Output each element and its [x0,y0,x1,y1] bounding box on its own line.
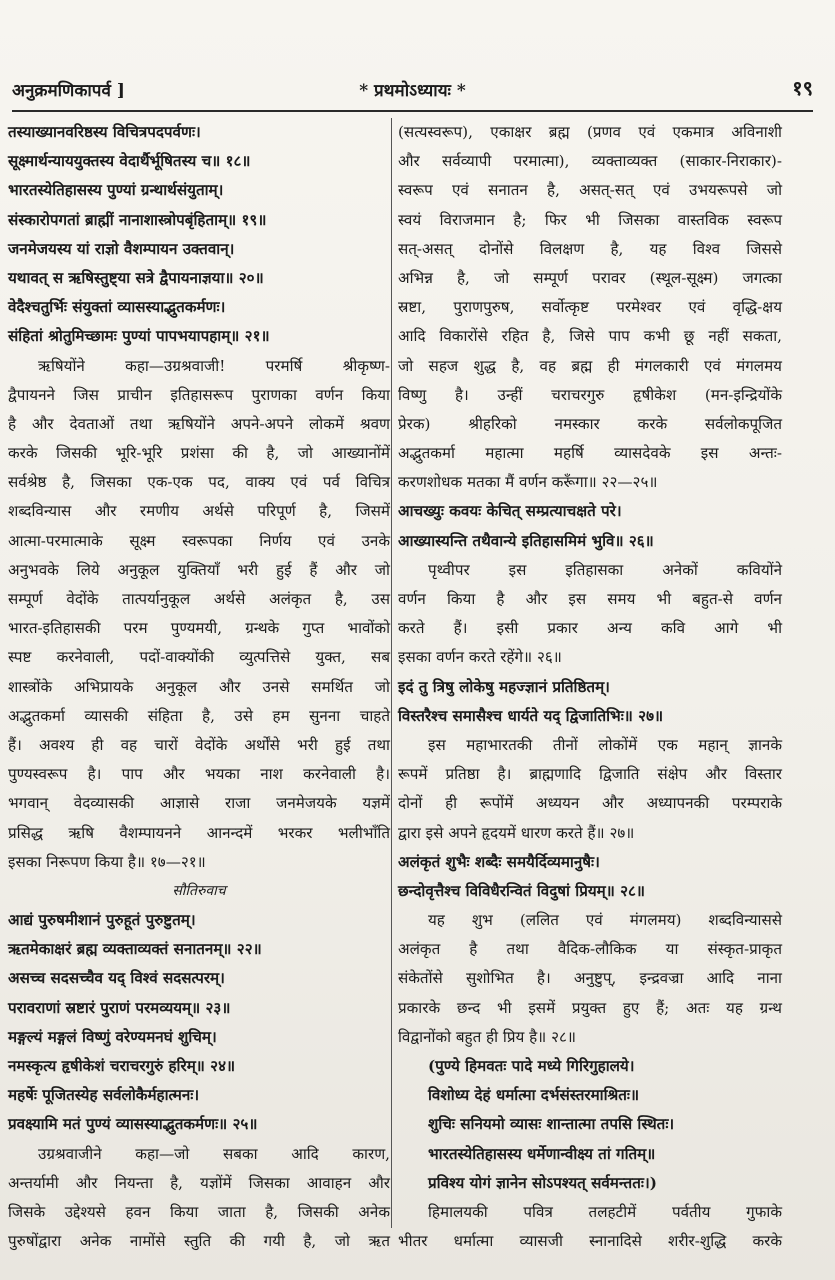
verse-line: तस्याख्यानवरिष्ठस्य विचित्रपदपर्वणः। [8,123,201,141]
text-line: शब्दविन्यास और रमणीय अर्थसे परिपूर्ण है, जिसमें [8,502,390,521]
verse-line: इदं तु त्रिषु लोकेषु महज्ज्ञानं प्रतिष्ठितम्। [398,677,610,696]
text-line: स्पष्ट करनेवाली, पदों-वाक्योंकी व्युत्पत्तिसे युक्त, सब [8,648,390,667]
text-line: दोनों ही रूपोंमें अध्ययन और अध्यापनकी परम्पराके [398,794,782,813]
text-line: अन्तर्यामी और नियन्ता है, यज्ञोंमें जिसका आवाहन और [8,1173,390,1192]
verse-line: प्रविश्य योगं ज्ञानेन सोऽपश्यत् सर्वमन्ततः।) [428,1173,657,1192]
verse-line: नमस्कृत्य हृषीकेशं चराचरगुरुं हरिम्॥ २४॥ [8,1057,236,1075]
verse-line: विशोध्य देहं धर्मात्मा दर्भसंस्तरमाश्रितः॥ [428,1086,640,1105]
text-line: विद्वानोंको बहुत ही प्रिय है॥ २८॥ [398,1027,576,1046]
text-line: सत्-असत् दोनोंसे विलक्षण है, यह विश्व जिससे [398,239,782,258]
right-column [398,118,782,1251]
chapter-title: * प्रथमोऽध्यायः * [359,81,466,101]
text-line: आदि विकारोंसे रहित है, जिसे पाप कभी छू नहीं सकता, [398,327,782,346]
text-line: भगवान् वेदव्यासकी आज्ञासे राजा जनमेजयके यज्ञमें [8,794,390,813]
left-column [8,118,390,1251]
verse-line: भारतस्येतिहासस्य धर्मेणान्वीक्ष्य तां गतिम्॥ [428,1144,656,1163]
text-line: (सत्यस्वरूप), एकाक्षर ब्रह्म (प्रणव एवं एकमात्र अविनाशी [398,123,782,141]
text-line: हैं। अवश्य ही वह चारों वेदोंके अर्थोंसे भरी हुई तथा [8,735,390,754]
verse-line: छन्दोवृत्तैश्च विविधैरन्वितं विदुषां प्रियम्॥ २८॥ [398,881,646,900]
text-line: यह शुभ (ललित एवं मंगलमय) शब्दविन्याससे [428,911,782,930]
text-line: विष्णु है। उन्हीं चराचरगुरु हृषीकेश (मन-इन्द्रियोंके [398,385,782,404]
text-line: प्रेरक) श्रीहरिको नमस्कार करके सर्वलोकपूजित [398,414,782,433]
verse-line: आख्यास्यन्ति तथैवान्ये इतिहासमिमं भुवि॥ २६॥ [398,531,654,550]
page-header [12,70,813,112]
verse-line: भारतस्येतिहासस्य पुण्यां ग्रन्थार्थसंयुताम्। [8,181,224,200]
verse-line: संस्कारोपगतां ब्राह्मीं नानाशास्त्रोपबृंहिताम्॥ १९॥ [8,210,267,229]
verse-line: असच्च सदसच्चैव यद् विश्वं सदसत्परम्। [8,969,225,988]
text-line: पुरुषोंद्वारा अनेक नामोंसे स्तुति की गयी है, जो ऋत [8,1232,390,1251]
verse-line: मङ्गल्यं मङ्गलं विष्णुं वरेण्यमनघं शुचिम्। [8,1027,217,1046]
speaker-heading: सौतिरुवाच [172,882,226,899]
text-line: हिमालयकी पवित्र तलहटीमें पर्वतीय गुफाके [428,1202,782,1221]
text-line: सर्वश्रेष्ठ है, जिसका एक-एक पद, वाक्य एवं पर्व विचित्र [8,473,390,492]
text-line: अलंकृत है तथा वैदिक-लौकिक या संस्कृत-प्राकृत [398,940,782,959]
text-line: अभिन्न है, जो सम्पूर्ण परावर (स्थूल-सूक्ष्म) जगत्का [398,268,782,287]
verse-line: सूक्ष्मार्थन्याययुक्तस्य वेदार्थैर्भूषितस्य च॥ १८॥ [8,152,251,171]
verse-line: परावराणां स्रष्टारं पुराणं परमव्ययम्॥ २३॥ [8,998,231,1017]
verse-line: आचख्युः कवयः केचित् सम्प्रत्याचक्षते परे। [398,502,622,521]
verse-line: वेदैश्चतुर्भिः संयुक्तां व्यासस्याद्भुतकर्मणः। [8,298,226,317]
text-line: वर्णन किया है और इस समय भी बहुत-से वर्णन [398,590,782,608]
text-line: स्वरूप एवं सनातन है, असत्-सत् एवं उभयरूपसे जो [398,181,782,200]
page-number: १९ [792,76,813,100]
text-line: भारत-इतिहासकी परम पुण्यमयी, ग्रन्थके गुप्त भावोंको [8,619,390,638]
verse-line: ऋतमेकाक्षरं ब्रह्म व्यक्ताव्यक्तं सनातनम्॥ २२॥ [8,940,262,959]
verse-line: जनमेजयस्य यां राज्ञो वैशम्पायन उक्तवान्। [8,239,235,258]
text-line: अद्भुतकर्मा व्यासकी संहिता है, उसे हम सुनना चाहते [8,706,390,725]
column-divider [391,118,392,1228]
text-line: करके जिसकी भूरि-भूरि प्रशंसा की है, जो आख्यानोंमें [8,444,390,463]
text-line: शास्त्रोंके अभिप्रायके अनुकूल और उनसे समर्थित जो [8,677,390,696]
text-line: आत्मा-परमात्माके सूक्ष्म स्वरूपका निर्णय एवं उनके [8,531,390,550]
verse-line: आद्यं पुरुषमीशानं पुरुहूतं पुरुष्टुतम्। [8,911,196,930]
verse-line: (पुण्ये हिमवतः पादे मध्ये गिरिगुहालये। [428,1057,635,1075]
text-line: भीतर धर्मात्मा व्यासजी स्नानादिसे शरीर-शुद्धि करके [398,1232,782,1251]
verse-line: संहितां श्रोतुमिच्छामः पुण्यां पापभयापहाम्॥ २१॥ [8,327,270,346]
text-line: है और देवताओं तथा ऋषियोंने अपने-अपने लोकमें श्रवण [8,414,390,433]
text-line: करणशोधक मतका मैं वर्णन करूँगा॥ २२—२५॥ [398,473,658,492]
text-line: ऋषियोंने कहा—उग्रश्रवाजी! परमर्षि श्रीकृष्ण- [38,356,390,375]
text-line: उग्रश्रवाजीने कहा—जो सबका आदि कारण, [38,1144,390,1163]
verse-line: यथावत् स ऋषिस्तुष्ट्या सत्रे द्वैपायनाज्ञया॥ २०॥ [8,268,264,287]
verse-line: प्रवक्ष्यामि मतं पुण्यं व्यासस्याद्भुतकर्मणः॥ २५॥ [8,1115,258,1134]
verse-line: शुचिः सनियमो व्यासः शान्तात्मा तपसि स्थितः। [428,1115,675,1134]
text-line: प्रकारके छन्द भी इसमें प्रयुक्त हुए हैं; अतः यह ग्रन्थ [398,998,782,1017]
text-line: स्रष्टा, पुराणपुरुष, सर्वोत्कृष्ट परमेश्वर एवं वृद्धि-क्षय [398,298,782,317]
text-line: रूपमें प्रतिष्ठा है। ब्राह्मणादि द्विजाति संक्षेप और विस्तार [398,765,782,784]
text-line: संकेतोंसे सुशोभित है। अनुष्टुप्, इन्द्रवज्रा आदि नाना [398,969,782,988]
text-line: द्वारा इसे अपने हृदयमें धारण करते हैं॥ २७॥ [398,823,635,842]
text-line: इस महाभारतकी तीनों लोकोंमें एक महान् ज्ञानके [428,735,782,754]
verse-line: अलंकृतं शुभैः शब्दैः समयैर्दिव्यमानुषैः। [398,852,600,871]
text-line: द्वैपायनने जिस प्राचीन इतिहासरूप पुराणका वर्णन किया [8,385,390,404]
text-line: करते हैं। इसी प्रकार अन्य कवि आगे भी [398,619,782,638]
text-line: और सर्वव्यापी परमात्मा), व्यक्ताव्यक्त (साकार-निराकार)- [398,152,782,171]
text-line: अनुभवके लिये अनुकूल युक्तियाँ भरी हुई हैं और जो [8,560,390,579]
text-line: पुण्यस्वरूप है। पाप और भयका नाश करनेवाली है। [8,765,390,784]
text-line: इसका निरूपण किया है॥ १७—२१॥ [8,852,206,871]
text-line: जो सहज शुद्ध है, वह ब्रह्म ही मंगलकारी एवं मंगलमय [398,356,782,375]
parva-title: अनुक्रमणिकापर्व ] [12,81,125,101]
text-line: पृथ्वीपर इस इतिहासका अनेकों कवियोंने [428,560,782,579]
text-line: जिसके उद्देश्यसे हवन किया जाता है, जिसकी अनेक [8,1202,390,1221]
text-line: सम्पूर्ण वेदोंके तात्पर्यानुकूल अर्थसे अलंकृत है, उस [8,590,390,608]
text-line: स्वयं विराजमान है; फिर भी जिसका वास्तविक स्वरूप [398,210,782,229]
text-line: प्रसिद्ध ऋषि वैशम्पायनने आनन्दमें भरकर भलीभाँति [8,823,390,842]
verse-line: महर्षेः पूजितस्येह सर्वलोकैर्महात्मनः। [8,1086,200,1105]
text-line: अद्भुतकर्मा महात्मा महर्षि व्यासदेवके इस अन्तः- [398,444,782,463]
text-line: इसका वर्णन करते रहेंगे॥ २६॥ [398,648,562,667]
verse-line: विस्तरैश्च समासैश्च धार्यते यद् द्विजातिभिः॥ २७॥ [398,706,664,725]
